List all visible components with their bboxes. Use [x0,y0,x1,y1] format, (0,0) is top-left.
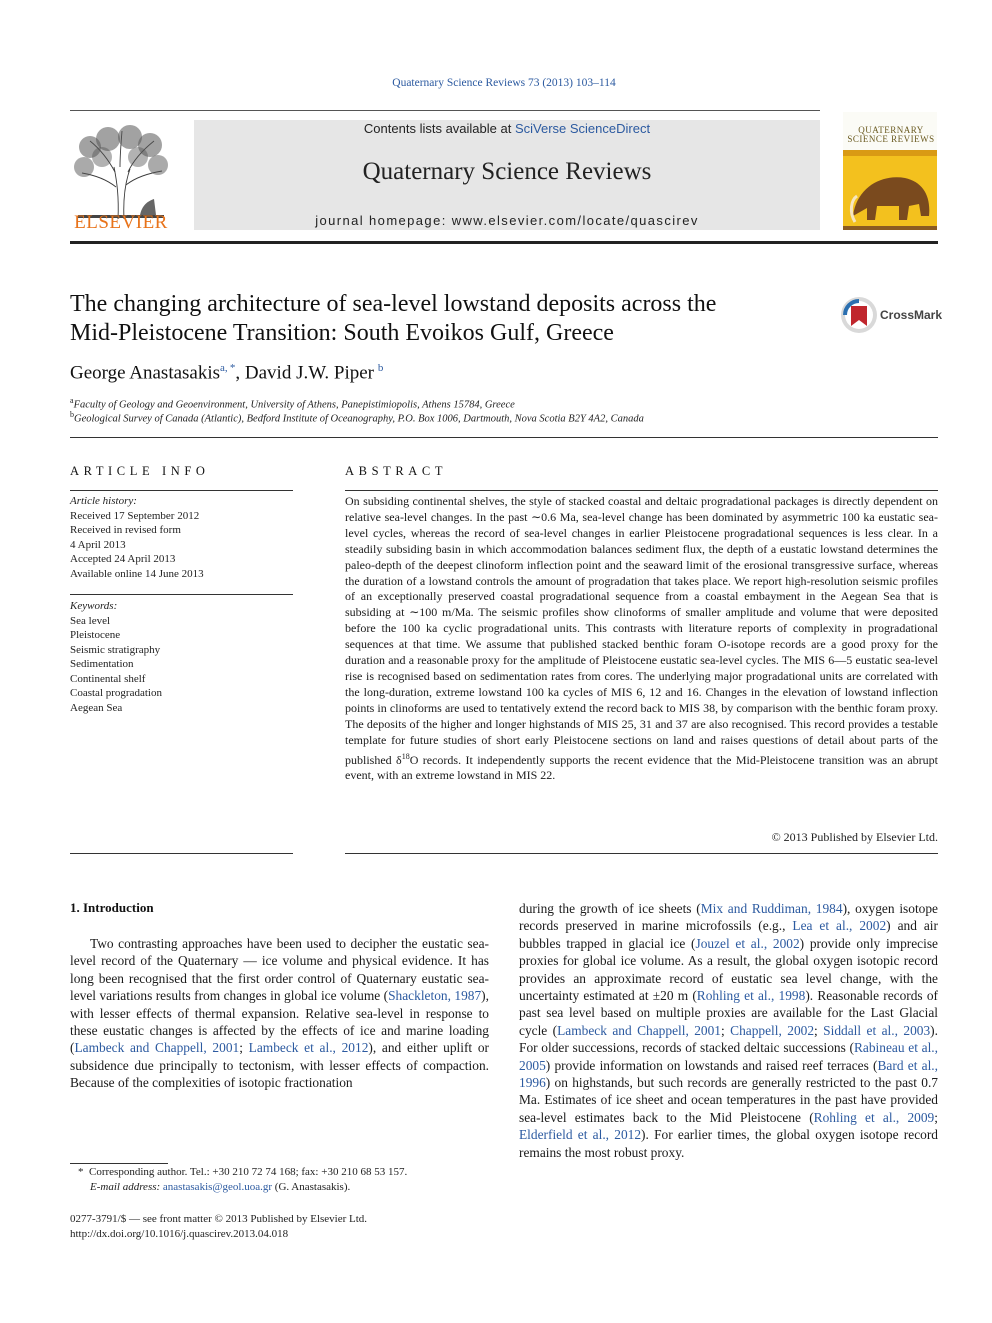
body-text: ) on highstands, but such records are generally restricted to the past 0.7 Ma. Estimates of ice sheet and ocean temperatures in the past have provided sea-level estimates back to the Mid Pleistocene ( [519,1075,938,1125]
citation-link[interactable]: Jouzel et al., 2002 [695,935,800,951]
keyword-item: Coastal progradation [70,687,162,699]
journal-cover-thumbnail[interactable] [843,112,937,230]
body-text: Two contrasting approaches have been used to decipher the eustatic sea-level record of the Quaternary — ice volume and physical evidence. It has long been recognised that the first order control of Quaternary eustatic sea-level variations results from changes in global ice volume ( [70,936,489,1004]
article-title-line-1: The changing architecture of sea-level lowstand deposits across the [70,291,717,317]
article-history-entry: Accepted 24 April 2013 [70,553,176,565]
header-rule [70,110,820,111]
footnote-text: Corresponding author. Tel.: +30 210 72 74 168; fax: +30 210 68 53 157. [89,1166,408,1178]
body-text: ; [721,1022,731,1038]
cover-mammoth-illustration [843,156,937,230]
article-history [70,494,204,581]
body-text: ), oxygen isotope records preserved in marine microfossils (e.g., [519,901,938,934]
keyword-item: Seismic stratigraphy [70,643,161,656]
copyright-line: © 2013 Published by Elsevier Ltd. [771,830,938,844]
article-history-entry: Received 17 September 2012 [70,509,200,522]
body-text: during the growth of ice sheets ( [519,901,701,916]
sciencedirect-link[interactable]: SciVerse ScienceDirect [514,121,651,136]
body-text: ). For earlier times, the global oxygen isotope record remains the most robust proxy. [519,1127,938,1160]
author-affiliation-marks[interactable]: a, * [220,362,236,374]
citation-link[interactable]: Siddall et al., 2003 [823,1022,931,1038]
affiliation [70,410,644,425]
citation-link[interactable]: Chappell, 2002 [730,1022,815,1038]
abstract-body: On subsiding continental shelves, the style of stacked coastal and deltaic progradational packages is directly dependent on relative sea-level changes. In the past ∼0.6 Ma, sea-level change has been dominated by asymmetric 100 ka eustatic sea-level cycles, whereas the record of sea-level changes in earlier Pleistocene progradational sequences is less clear. In a steadily subsiding basin in which accommodation balances sediment flux, the depth of a eustatic lowstand determines the paleo-depth of the deepest clinoform inflection point and the seaward limit of the erosional transgressive surface, whereas the duration of a lowstand controls the amount of progradation that takes place. We report high-resolution seismic profiles of an exceptionally preserved coastal progradational sequence from a coastal embayment in the Aegean Sea that is subsiding at ∼100 m/Ma. The seismic profiles show clinoforms of smaller amplitude and volume that were deposited before the 100 ka cyclic progradational units. This contrasts with literature reports of complexity in progradational sequences at that time. We assume that published stacked benthic foram O-isotope records are a good proxy for the duration and a reasonable proxy for the amplitude of Pleistocene eustatic sea-level cycles. The MIS 6—5 eustatic sea-level rise is recognised based on sedimentation rates from cores. The underlying major progradational units are correlated with the long-duration, extreme lowstand 100 ka cycles of MIS 6, 12 and 16. Changes in the elevation of lowstand inflection points in clinoforms are used to tentatively extend the record back to MIS 38, by comparison with the benthic foram proxy. The deposits of the higher and longer highstands of MIS 25, 31 and 37 are also recognised. This record provides a testable template for future studies of short early Pleistocene sections on land and raises questions of detail about parts of the published δ [345,494,938,767]
article-title-line-2: Mid-Pleistocene Transition: South Evoikos Gulf, Greece [70,320,614,346]
keywords-block [70,599,162,715]
affiliation-mark: a [70,396,74,405]
doi-link[interactable]: http://dx.doi.org/10.1016/j.quascirev.2013.04.018 [70,1228,289,1240]
abstract-rule [345,853,938,854]
email-label: E-mail address: [90,1181,163,1193]
body-text: ; [934,1109,938,1125]
article-history-entry: Received in revised form [70,524,181,536]
keywords-label: Keywords: [70,600,118,612]
cover-title: QUATERNARY SCIENCE REVIEWS [847,125,935,144]
citation-link[interactable]: Lambeck and Chappell, 2001 [74,1040,240,1056]
body-column-right [519,900,938,1161]
body-text: ) provide only imprecise proxies for global ice volume. As a result, the global oxygen isotopic record provides an approximate record of eustatic sea level change, with the uncertainty estimated at ±20 m ( [519,935,938,1004]
keyword-item: Pleistocene [70,629,121,641]
crossmark-label[interactable]: CrossMark [880,308,943,322]
section-rule [70,437,938,438]
issn-line: 0277-3791/$ — see front matter © 2013 Published by Elsevier Ltd. [70,1213,368,1225]
header-bottom-rule [70,241,938,244]
citation-link[interactable]: Lambeck et al., 2012 [248,1040,369,1056]
citation-link[interactable]: Rabineau et al., 2005 [519,1040,938,1073]
citation-link[interactable]: Lambeck and Chappell, 2001 [557,1022,721,1038]
keyword-item: Continental shelf [70,672,146,685]
body-column-left [70,935,489,1092]
journal-homepage-line: journal homepage: www.elsevier.com/locate/quascirev [315,213,699,228]
abstract-heading: ABSTRACT [345,464,448,478]
abstract-superscript: 18 [401,751,410,761]
citation-link[interactable]: Shackleton, 1987 [388,988,482,1004]
abstract-rule [345,490,938,491]
author-name[interactable]: David J.W. Piper [244,362,375,384]
keyword-item: Sedimentation [70,658,134,670]
citation-link[interactable]: Lea et al., 2002 [792,918,887,934]
journal-citation[interactable]: Quaternary Science Reviews 73 (2013) 103–114 [392,77,616,89]
author-name[interactable]: George Anastasakis [70,362,221,384]
citation-link[interactable]: Rohling et al., 1998 [696,988,806,1004]
keyword-item: Aegean Sea [70,701,123,714]
body-text: ), and either uplift or subsidence due principally to tectonism, with lesser effects of compaction. Because of the complexities of isotopic fractionation [70,1040,489,1091]
article-history-label: Article history: [70,495,137,507]
affiliation [70,396,515,411]
journal-title: Quaternary Science Reviews [362,158,652,185]
article-history-entry: Available online 14 June 2013 [70,567,204,580]
author-affiliation-marks[interactable]: b [377,362,384,374]
abstract-text [345,494,938,784]
body-text: ) and air bubbles trapped in glacial ice ( [519,918,938,951]
affiliation-text: Geological Survey of Canada (Atlantic), Bedford Institute of Oceanography, P.O. Box 1006, Dartmouth, Nova Scotia B2Y 4A2, Canada [74,413,644,425]
email-footnote [90,1181,350,1193]
citation-link[interactable]: Mix and Ruddiman, 1984 [700,901,843,916]
email-suffix: (G. Anastasakis). [272,1181,351,1193]
article-history-entry: 4 April 2013 [70,538,126,551]
corresponding-author-footnote [78,1166,407,1178]
journal-homepage-link[interactable]: www.elsevier.com/locate/quascirev [451,213,699,228]
citation-link[interactable]: Bard et al., 1996 [519,1057,938,1091]
email-link[interactable]: anastasakis@geol.uoa.gr [162,1181,273,1193]
article-title [70,290,830,348]
keyword-item: Sea level [70,614,111,627]
footnote-rule [70,1163,168,1164]
article-info-rule [70,594,293,595]
citation-link[interactable]: Rohling et al., 2009 [813,1109,935,1125]
section-heading-introduction: 1. Introduction [70,900,154,915]
article-info-heading: ARTICLE INFO [70,464,210,478]
affiliation-text: Faculty of Geology and Geoenvironment, University of Athens, Panepistimiopolis, Athens 15784, Greece [73,399,515,411]
author-list [70,362,383,384]
abstract-body-end: O records. It independently supports the recent evidence that the Mid-Pleistocene transition was an abrupt event, with an extreme lowstand in MIS 22. [345,752,938,783]
body-text: ) provide information on lowstands and raised reef terraces ( [545,1057,878,1073]
body-text: ). Reasonable records of past sea level based on multiple proxies are available for the Last Glacial cycle ( [519,988,938,1038]
footnote-mark: * [78,1166,84,1178]
body-text: ; [814,1022,824,1038]
body-text: ; [239,1040,249,1056]
body-text: ). For older successions, records of stacked deltaic successions ( [519,1022,938,1056]
citation-link[interactable]: Elderfield et al., 2012 [519,1127,642,1143]
article-info-rule [70,490,293,491]
author-separator: , [235,362,245,384]
elsevier-wordmark: ELSEVIER [74,212,168,233]
contents-availability-line: Contents lists available at SciVerse ScienceDirect [363,121,651,136]
article-info-rule [70,853,293,854]
affiliation-mark: b [70,410,74,419]
crossmark-icon[interactable] [840,296,878,334]
body-text: ), with lesser effects of thermal expansion. Relative sea-level in response to these eustatic changes is affected by the effects of ice and marine loading ( [70,988,489,1056]
